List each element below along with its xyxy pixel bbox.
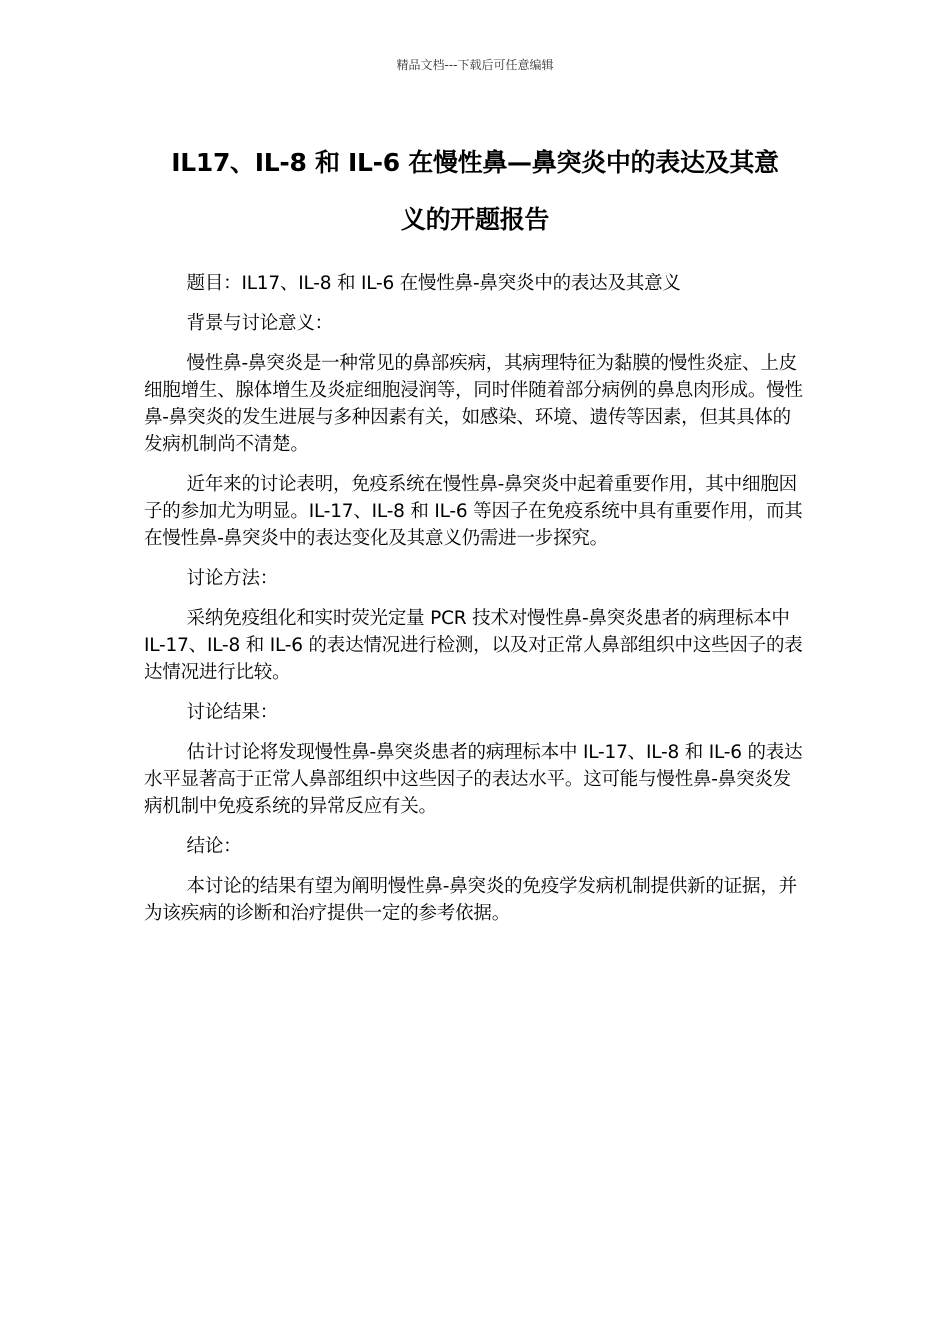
paragraph-methods: 采纳免疫组化和实时荧光定量 PCR 技术对慢性鼻-鼻突炎患者的病理标本中 IL-17、IL-8 和 IL-6 的表达情况进行检测，以及对正常人鼻部组织中这些因子的表达情况进行比较。 [144,608,803,683]
paragraph-conclusion: 本讨论的结果有望为阐明慢性鼻-鼻突炎的免疫学发病机制提供新的证据，并为该疾病的诊断和治疗提供一定的参考依据。 [144,876,797,924]
section-heading-background: 背景与讨论意义： [186,313,333,334]
paragraph-background-2: 近年来的讨论表明，免疫系统在慢性鼻-鼻突炎中起着重要作用，其中细胞因子的参加尤为明显。IL-17、IL-8 和 IL-6 等因子在免疫系统中具有重要作用，而其在慢性鼻-鼻突炎中的表达变化及其意义仍需进一步探究。 [144,474,803,549]
title-line-2: 义的开题报告 [400,205,550,234]
paragraph-background-1: 慢性鼻-鼻突炎是一种常见的鼻部疾病，其病理特征为黏膜的慢性炎症、上皮细胞增生、腺体增生及炎症细胞浸润等，同时伴随着部分病例的鼻息肉形成。慢性鼻-鼻突炎的发生进展与多种因素有关，如感染、环境、遗传等因素，但其具体的发病机制尚不清楚。 [144,353,803,455]
title-line-1: IL17、IL-8 和 IL-6 在慢性鼻—鼻突炎中的表达及其意 [171,148,779,177]
section-heading-results: 讨论结果： [186,702,279,723]
section-heading-conclusion: 结论： [186,836,242,857]
document-title [140,134,810,248]
page-header: 精品文档---下载后可任意编辑 [396,58,554,72]
topic-line: 题目：IL17、IL-8 和 IL-6 在慢性鼻-鼻突炎中的表达及其意义 [186,273,681,294]
paragraph-results: 估计讨论将发现慢性鼻-鼻突炎患者的病理标本中 IL-17、IL-8 和 IL-6 的表达水平显著高于正常人鼻部组织中这些因子的表达水平。这可能与慢性鼻-鼻突炎发病机制中免疫系统的异常反应有关。 [144,742,803,817]
section-heading-methods: 讨论方法： [186,568,279,589]
document-body [144,270,808,940]
